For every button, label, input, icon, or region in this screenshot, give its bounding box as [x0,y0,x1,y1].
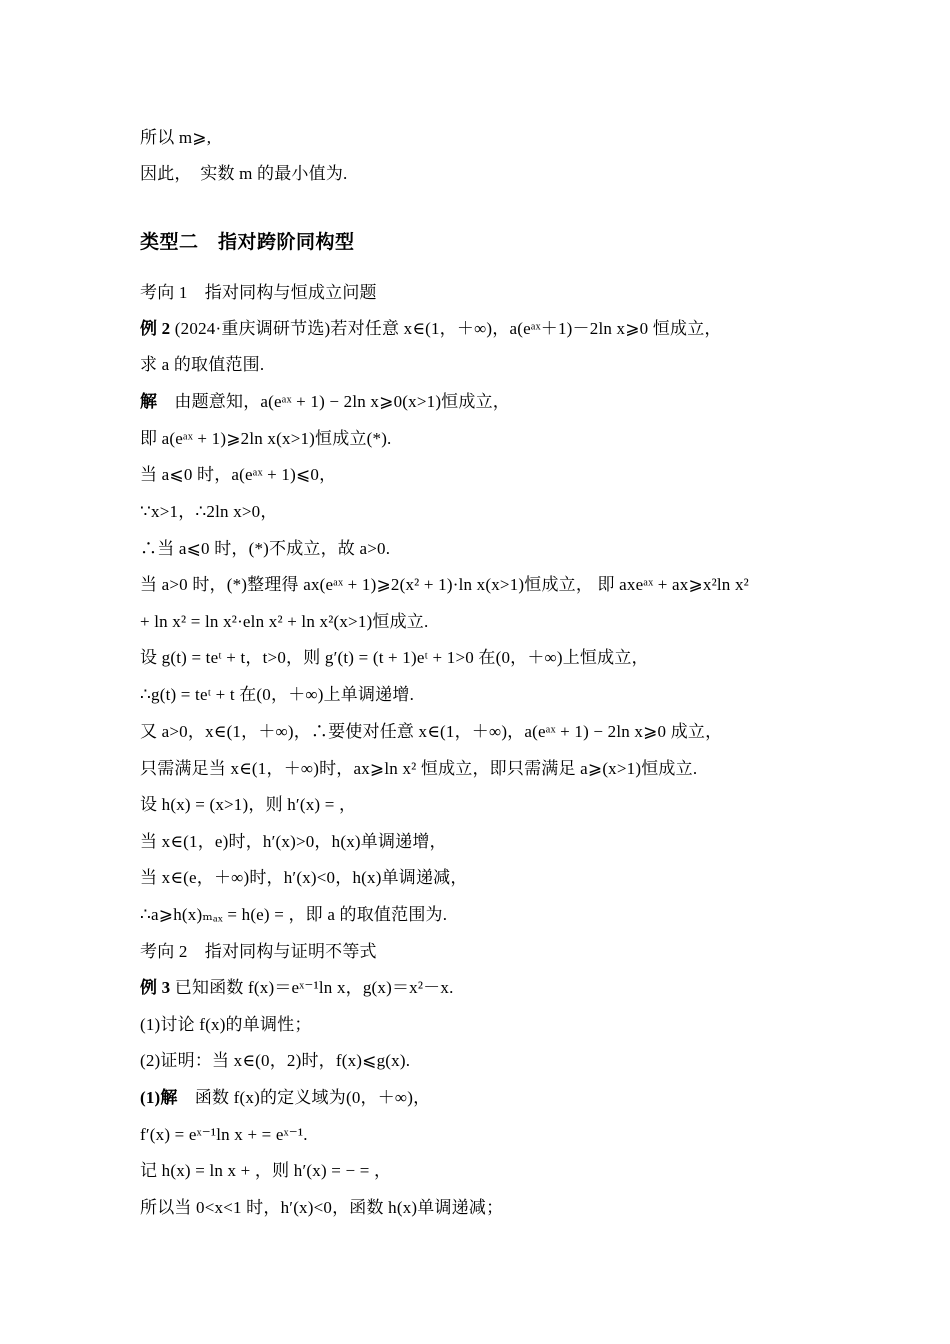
text-line: 又 a>0，x∈(1，＋∞)，∴要使对任意 x∈(1，＋∞)，a(eᵃˣ + 1) − 2ln x⩾0 成立， [140,722,723,741]
text-line: ∴当 a⩽0 时，(*)不成立，故 a>0. [140,539,391,558]
text-line: 求 a 的取值范围. [140,355,265,374]
text-line: 即 a(eᵃˣ + 1)⩾2ln x(x>1)恒成立(*). [140,429,392,448]
example-label: 例 3 [140,978,171,997]
text-line: 因此， 实数 m 的最小值为. [140,164,348,183]
text-line: 设 h(x) = (x>1)，则 h′(x) = ， [140,795,357,814]
solution-label: 解 [140,392,158,411]
text-line: 记 h(x) = ln x + ，则 h′(x) = − = ， [140,1161,392,1180]
example-label: 例 2 [140,319,171,338]
text-line: f′(x) = eˣ⁻¹ln x + = eˣ⁻¹. [140,1125,308,1144]
text-line: 所以 m⩾, [140,128,212,147]
text-line: (1)讨论 f(x)的单调性； [140,1015,312,1034]
text-line: 当 a>0 时，(*)整理得 ax(eᵃˣ + 1)⩾2(x² + 1)·ln x(x>1)恒成立， 即 axeᵃˣ + ax⩾x²ln x² [140,575,749,594]
text-line: + ln x² = ln x²·eln x² + ln x²(x>1)恒成立. [140,612,429,631]
section-title: 类型二 指对跨阶同构型 [140,231,355,253]
topic-heading: 考向 1 指对同构与恒成立问题 [140,283,377,302]
text-line: 当 a⩽0 时，a(eᵃˣ + 1)⩽0， [140,465,337,484]
solution-line: (1)解 函数 f(x)的定义域为(0，＋∞)， [140,1088,431,1107]
text-line: 设 g(t) = teᵗ + t，t>0，则 g′(t) = (t + 1)eᵗ + 1>0 在(0，＋∞)上恒成立， [140,648,649,667]
solution-line: 解 由题意知，a(eᵃˣ + 1) − 2ln x⩾0(x>1)恒成立， [140,392,510,411]
text-line: 只需满足当 x∈(1，＋∞)时，ax⩾ln x² 恒成立，即只需满足 a⩾(x>1)恒成立. [140,759,698,778]
example-2-line: 例 2 (2024·重庆调研节选)若对任意 x∈(1，＋∞)，a(eᵃˣ＋1)－2ln x⩾0 恒成立， [140,319,722,338]
text-line: ∴a⩾h(x)ₘₐₓ = h(e) = ，即 a 的取值范围为. [140,905,448,924]
example-3-line: 例 3 已知函数 f(x)＝eˣ⁻¹ln x，g(x)＝x²－x. [140,978,454,997]
text-line: 所以当 0<x<1 时，h′(x)<0，函数 h(x)单调递减； [140,1198,504,1217]
solution-label: (1)解 [140,1088,178,1107]
text-line: 当 x∈(1，e)时，h′(x)>0，h(x)单调递增， [140,832,447,851]
text-line: ∴g(t) = teᵗ + t 在(0，＋∞)上单调递增. [140,685,415,704]
text-line: 当 x∈(e，＋∞)时，h′(x)<0，h(x)单调递减， [140,868,468,887]
text-line: ∵x>1，∴2ln x>0， [140,502,278,521]
text-line: (2)证明：当 x∈(0，2)时，f(x)⩽g(x). [140,1051,411,1070]
topic-heading: 考向 2 指对同构与证明不等式 [140,942,377,961]
